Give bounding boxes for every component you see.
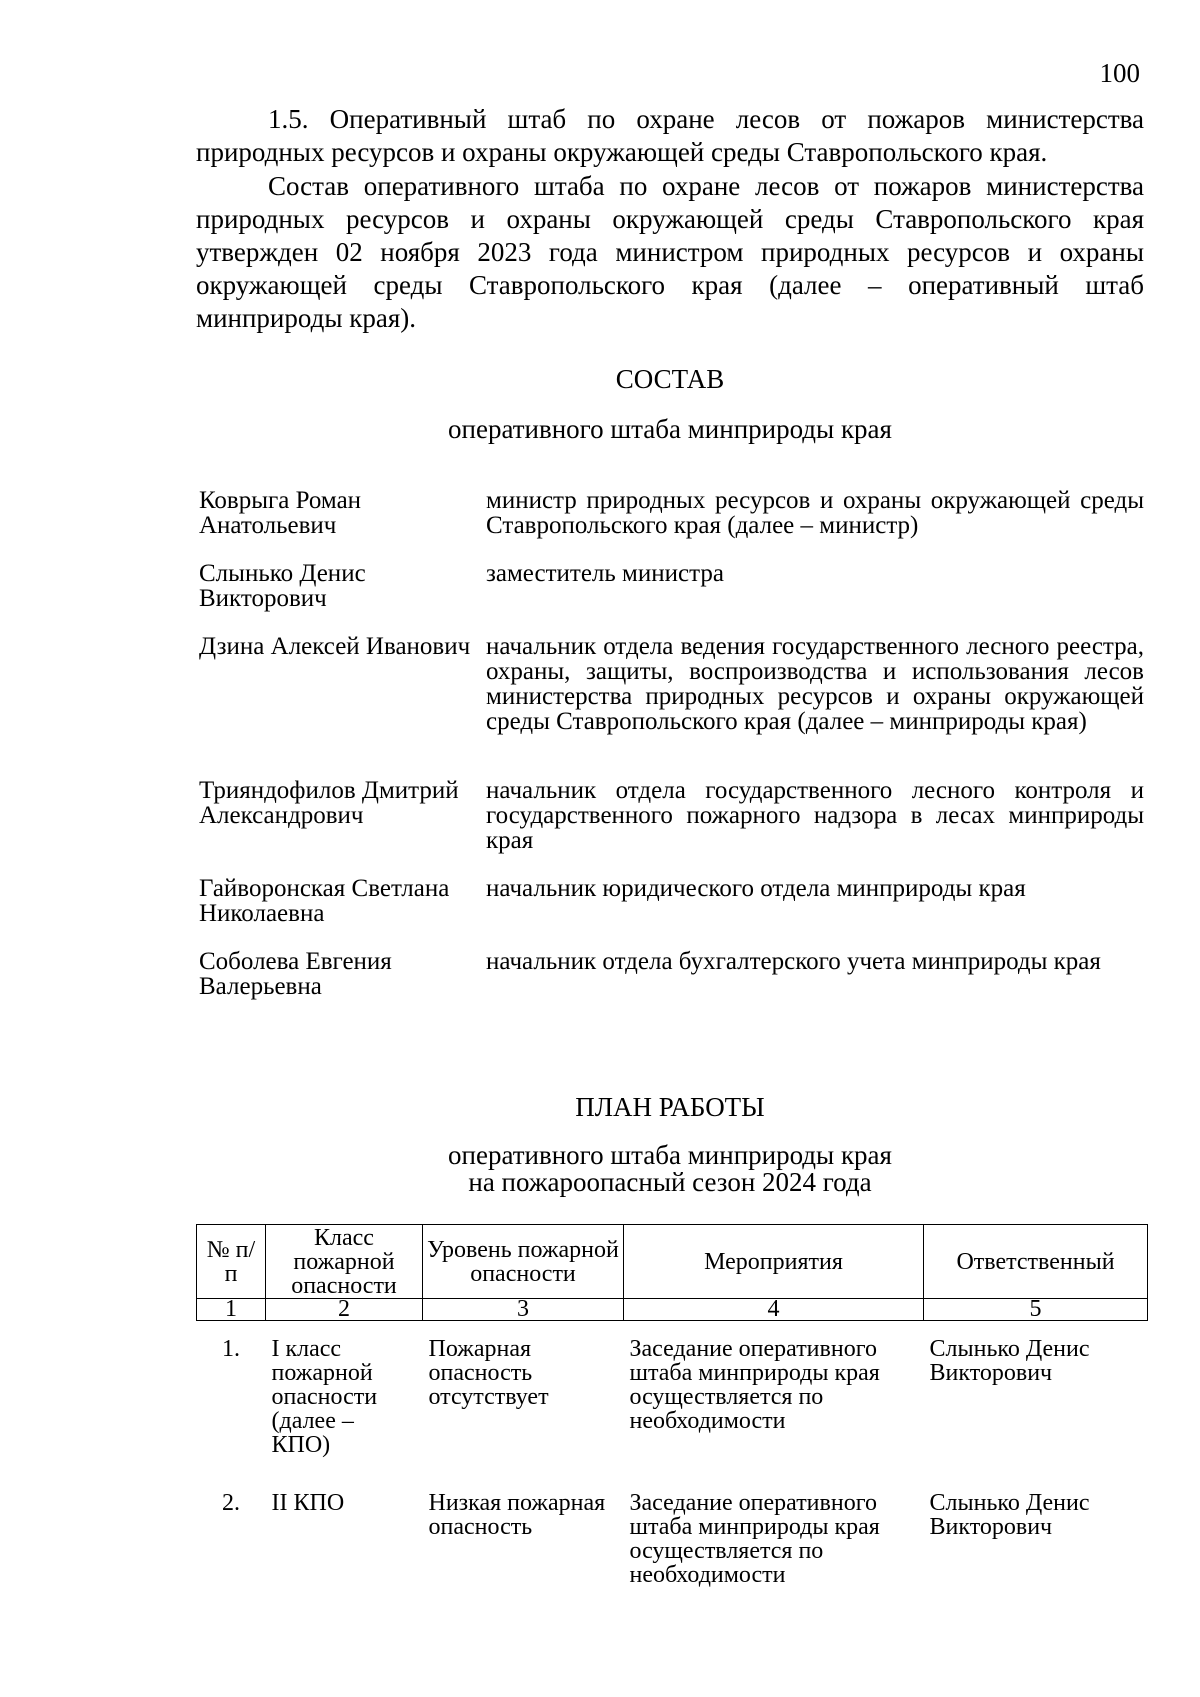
column-number: 2 bbox=[266, 1299, 423, 1321]
composition-title: СОСТАВ bbox=[615, 364, 725, 394]
column-number: 1 bbox=[197, 1299, 266, 1321]
page-number: 100 bbox=[1099, 58, 1140, 88]
column-number: 3 bbox=[423, 1299, 624, 1321]
member-name: Коврыга Роман Анатольевич bbox=[199, 487, 362, 539]
column-number-row bbox=[197, 1299, 1148, 1321]
plan-table bbox=[196, 1224, 1148, 1601]
column-number: 4 bbox=[624, 1299, 924, 1321]
column-number: 5 bbox=[924, 1299, 1148, 1321]
column-header-responsible: Ответственный bbox=[924, 1225, 1148, 1299]
member-role: начальник отдела ведения государственного лесного реестра, охраны, защиты, воспроизводства и использования лесов министерства природных ресурсов и охраны окружающей среды Ставропольского края (далее – минприроды края) bbox=[486, 633, 1144, 735]
table-row bbox=[197, 1321, 1148, 1472]
row-responsible: Слынько Денис Викторович bbox=[929, 1336, 1090, 1386]
column-header-class: Класс пожарной опасности bbox=[266, 1225, 423, 1299]
plan-subtitle-line-1: оперативного штаба минприроды края bbox=[448, 1140, 892, 1170]
member-role: министр природных ресурсов и охраны окружающей среды Ставропольского края (далее – министр) bbox=[486, 487, 1144, 539]
row-class: I класс пожарной опасности (далее – КПО) bbox=[271, 1336, 378, 1458]
member-name: Трияндофилов Дмитрий Александрович bbox=[199, 777, 459, 829]
member-role: начальник юридического отдела минприроды края bbox=[486, 875, 1026, 902]
row-class: II КПО bbox=[271, 1490, 345, 1516]
row-responsible: Слынько Денис Викторович bbox=[929, 1490, 1090, 1540]
row-level: Пожарная опасность отсутствует bbox=[428, 1336, 549, 1410]
plan-subtitle-line-2: на пожароопасный сезон 2024 года bbox=[468, 1167, 872, 1197]
member-role: заместитель министра bbox=[486, 560, 724, 587]
column-header-level: Уровень пожарной опасности bbox=[423, 1225, 624, 1299]
intro-paragraph-2: Состав оперативного штаба по охране лесов от пожаров министерства природных ресурсов и охраны окружающей среды Ставропольского края утвержден 02 ноября 2023 года министром природных ресурсов и охраны окружающей среды Ставропольского края (далее – оперативный штаб минприроды края). bbox=[196, 171, 1144, 333]
column-header-number: № п/п bbox=[197, 1225, 266, 1299]
table-header-row bbox=[197, 1225, 1148, 1299]
row-number: 2. bbox=[222, 1490, 240, 1516]
member-role: начальник отдела государственного лесного контроля и государственного пожарного надзора в лесах минприроды края bbox=[486, 777, 1144, 854]
row-number: 1. bbox=[222, 1336, 240, 1362]
composition-subtitle: оперативного штаба минприроды края bbox=[448, 414, 892, 444]
member-name: Дзина Алексей Иванович bbox=[199, 633, 471, 660]
intro-paragraph-1: 1.5. Оперативный штаб по охране лесов от пожаров министерства природных ресурсов и охраны окружающей среды Ставропольского края. bbox=[196, 104, 1144, 167]
table-row bbox=[197, 1471, 1148, 1601]
column-header-activity: Мероприятия bbox=[624, 1225, 924, 1299]
row-activity: Заседание оперативного штаба минприроды края осуществляется по необходимости bbox=[629, 1490, 880, 1588]
member-role: начальник отдела бухгалтерского учета минприроды края bbox=[486, 948, 1101, 975]
row-activity: Заседание оперативного штаба минприроды края осуществляется по необходимости bbox=[629, 1336, 880, 1434]
member-name: Соболева Евгения Валерьевна bbox=[199, 948, 392, 1000]
member-name: Слынько Денис Викторович bbox=[199, 560, 366, 612]
row-level: Низкая пожарная опасность bbox=[428, 1490, 606, 1540]
plan-title: ПЛАН РАБОТЫ bbox=[575, 1092, 765, 1122]
member-name: Гайворонская Светлана Николаевна bbox=[199, 875, 450, 927]
plan-subtitle bbox=[0, 1142, 1200, 1196]
